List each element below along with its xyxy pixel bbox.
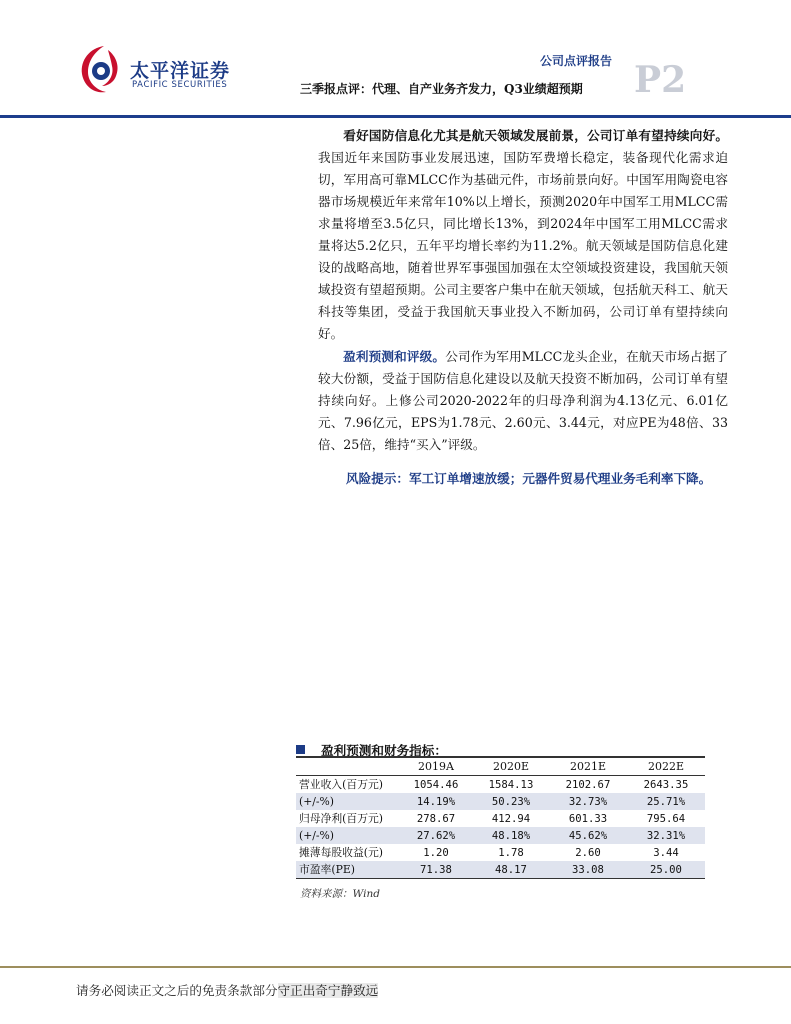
row-label: (+/-%) — [299, 795, 335, 808]
table-header-cell: 2019A — [418, 760, 454, 773]
paragraph-outlook-text: 我国近年来国防事业发展迅速，国防军费增长稳定，装备现代化需求迫切，军用高可靠MLCC作为基础元件，市场前景向好。中国军用陶瓷电容器市场规模近年来常年10%以上增长，预测2020年中国军工用MLCC需求量将增至3.5亿只，同比增长13%，到2024年中国军工用MLCC需求量将达5.2亿只，五年平均增长率约为11.2%。航天领域是国防信息化建设的战略高地，随着世界军事强国加强在太空领域投资建设，我国航天领域投资有望超预期。公司主要客户集中在航天领域，包括航天科工、航天科技等集团，受益于我国航天事业投入不断加码，公司订单有望持续向好。 — [318, 150, 728, 341]
table-header-cell: 2020E — [492, 760, 530, 773]
table-row — [296, 793, 705, 810]
financial-table — [296, 756, 705, 879]
table-header-row — [296, 757, 705, 776]
table-cell: 2643.35 — [643, 778, 689, 791]
table-cell: 32.73% — [568, 795, 608, 808]
table-cell: 14.19% — [416, 795, 456, 808]
table-cell: 278.67 — [416, 812, 456, 825]
table-row — [296, 810, 705, 827]
paragraph-outlook — [318, 125, 728, 345]
table-header-cell: 2021E — [569, 760, 607, 773]
table-cell: 795.64 — [646, 812, 686, 825]
table-cell: 48.17 — [495, 863, 527, 876]
table-row — [296, 776, 705, 794]
table-header-cell: 2022E — [647, 760, 685, 773]
table-cell: 27.62% — [416, 829, 456, 842]
footer — [76, 980, 378, 999]
paragraph-forecast-text: 公司作为军用MLCC龙头企业，在航天市场占据了较大份额，受益于国防信息化建设以及航天投资不断加码，公司订单有望持续向好。上修公司2020-2022年的归母净利润为4.13亿元、6.01亿元、7.96亿元，EPS为1.78元、2.60元、3.44元，对应PE为48倍、33倍、25倍，维持“买入”评级。 — [318, 349, 729, 452]
table-cell: 412.94 — [491, 812, 531, 825]
footer-motto: 守正出奇宁静致远 — [277, 983, 379, 998]
row-label: 归母净利(百万元) — [299, 812, 384, 825]
footer-disclaimer: 请务必阅读正文之后的免责条款部分 — [76, 983, 278, 998]
pacific-securities-logo-icon — [74, 42, 128, 96]
row-label: 摊薄每股收益(元) — [299, 846, 384, 859]
paragraph-forecast-lead: 盈利预测和评级。 — [343, 349, 446, 364]
table-cell: 33.08 — [572, 863, 604, 876]
row-label: 市盈率(PE) — [299, 863, 355, 876]
table-cell: 45.62% — [568, 829, 608, 842]
page-number: P2 — [634, 59, 687, 101]
square-bullet-icon — [296, 745, 305, 754]
table-cell: 50.23% — [491, 795, 531, 808]
risk-warning: 风险提示：军工订单增速放缓；元器件贸易代理业务毛利率下降。 — [346, 471, 712, 486]
table-cell: 2.60 — [575, 846, 601, 859]
table-cell: 1054.46 — [413, 778, 459, 791]
table-cell: 25.00 — [650, 863, 682, 876]
table-cell: 1.20 — [423, 846, 449, 859]
table-cell: 71.38 — [420, 863, 452, 876]
report-title: 三季报点评：代理、自产业务齐发力，Q3业绩超预期 — [300, 82, 583, 96]
table-cell: 1.78 — [498, 846, 524, 859]
logo-chinese-name: 太平洋证券 — [130, 60, 231, 82]
table-cell: 48.18% — [491, 829, 531, 842]
table-header-cell — [296, 757, 399, 776]
logo-english-name: PACIFIC SECURITIES — [132, 80, 228, 90]
footer-divider — [0, 966, 791, 968]
table-cell: 32.31% — [646, 829, 686, 842]
row-label: 营业收入(百万元) — [299, 778, 384, 791]
table-cell: 25.71% — [646, 795, 686, 808]
table-cell: 3.44 — [653, 846, 679, 859]
header-divider — [0, 115, 791, 118]
report-type: 公司点评报告 — [540, 54, 613, 68]
table-cell: 1584.13 — [488, 778, 534, 791]
table-row — [296, 861, 705, 879]
table-source: 资料来源：Wind — [300, 888, 380, 900]
table-title-text: 盈利预测和财务指标： — [321, 743, 447, 758]
table-cell: 2102.67 — [565, 778, 611, 791]
table-row — [296, 827, 705, 844]
table-row — [296, 844, 705, 861]
row-label: (+/-%) — [299, 829, 335, 842]
table-cell: 601.33 — [568, 812, 608, 825]
company-logo — [74, 42, 234, 98]
paragraph-forecast — [318, 346, 728, 456]
paragraph-outlook-lead: 看好国防信息化尤其是航天领域发展前景，公司订单有望持续向好。 — [343, 128, 728, 143]
